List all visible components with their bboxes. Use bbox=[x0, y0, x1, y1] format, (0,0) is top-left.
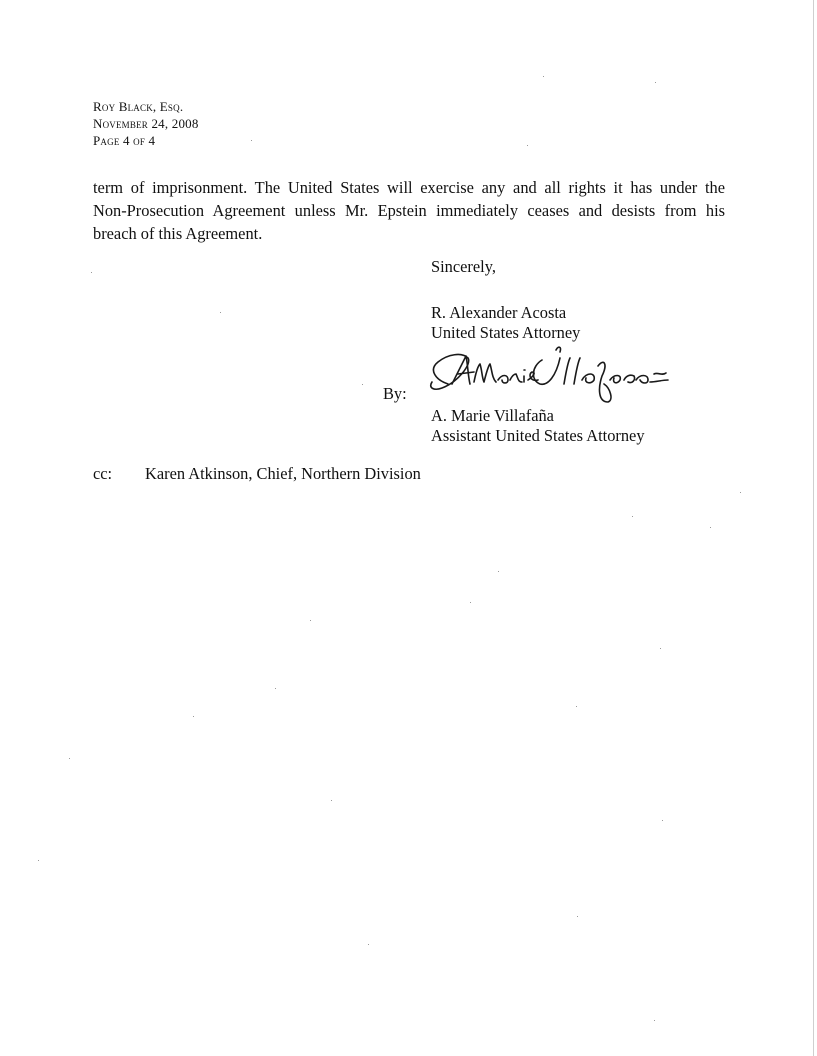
scan-speck bbox=[576, 706, 577, 707]
scan-speck bbox=[710, 527, 711, 528]
authority-name: R. Alexander Acosta bbox=[431, 303, 567, 322]
scan-speck bbox=[740, 492, 741, 493]
scan-speck bbox=[543, 76, 544, 77]
header-date: November 24, 2008 bbox=[93, 116, 199, 131]
signer-title: Assistant United States Attorney bbox=[431, 426, 645, 445]
scan-speck bbox=[91, 272, 92, 273]
letter-header bbox=[93, 98, 199, 149]
scan-speck bbox=[275, 688, 276, 689]
body-line-1: term of imprisonment. The United States will exercise any and all rights it has under the bbox=[93, 178, 725, 197]
signer-block bbox=[431, 406, 645, 446]
scan-speck bbox=[220, 312, 221, 313]
body-line-2: Non-Prosecution Agreement unless Mr. Epstein immediately ceases and desists from his bbox=[93, 201, 725, 220]
letter-body bbox=[93, 176, 725, 245]
scan-speck bbox=[660, 648, 661, 649]
scan-speck bbox=[662, 820, 663, 821]
scan-speck bbox=[251, 140, 252, 141]
scan-speck bbox=[655, 82, 656, 83]
scan-speck bbox=[577, 916, 578, 917]
by-label: By: bbox=[383, 384, 407, 403]
salutation: Sincerely, bbox=[431, 257, 496, 276]
scan-speck bbox=[331, 800, 332, 801]
signer-name: A. Marie Villafaña bbox=[431, 406, 554, 425]
body-line-3: breach of this Agreement. bbox=[93, 224, 263, 243]
header-page-number: Page 4 of 4 bbox=[93, 133, 156, 148]
cc-line bbox=[93, 464, 421, 484]
header-recipient: Roy Black, Esq. bbox=[93, 99, 184, 114]
scan-speck bbox=[498, 571, 499, 572]
scan-speck bbox=[38, 860, 39, 861]
scan-speck bbox=[368, 944, 369, 945]
authority-title: United States Attorney bbox=[431, 323, 581, 342]
scan-speck bbox=[362, 384, 363, 385]
cc-label: cc: bbox=[93, 464, 113, 483]
scan-speck bbox=[654, 1020, 655, 1021]
cc-recipient: Karen Atkinson, Chief, Northern Division bbox=[145, 464, 421, 483]
scan-speck bbox=[69, 758, 70, 759]
handwritten-signature bbox=[418, 336, 678, 416]
scan-speck bbox=[193, 716, 194, 717]
scan-speck bbox=[527, 145, 528, 146]
scan-speck bbox=[310, 620, 311, 621]
scan-edge bbox=[813, 0, 814, 1056]
scan-speck bbox=[632, 516, 633, 517]
scan-speck bbox=[470, 602, 471, 603]
